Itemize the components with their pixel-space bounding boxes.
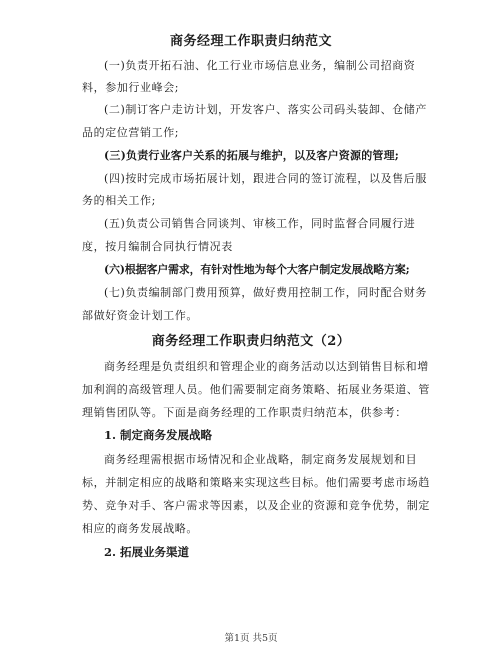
section-heading: 1. 制定商务发展战略 <box>104 428 213 442</box>
paragraph-line: 标，并制定相应的战略和策略来实现这些目标。他们需要考虑市场趋 <box>82 476 430 489</box>
section-heading: 2. 拓展业务渠道 <box>104 545 190 559</box>
paragraph-line: 理销售团队等。下面是商务经理的工作职责归纳范本，供参考： <box>82 406 407 419</box>
section-title: 商务经理工作职责归纳范文（2） <box>151 334 351 349</box>
paragraph-line: 商务经理需根据市场情况和企业战略，制定商务发展规划和目 <box>104 453 418 466</box>
paragraph-line: 部做好资金计划工作。 <box>82 309 198 322</box>
paragraph-line: 商务经理是负责组织和管理企业的商务活动以达到销售目标和增 <box>104 360 429 373</box>
paragraph-line-bold: (六)根据客户需求，有针对性地为每个大客户制定发展战略方案; <box>104 263 410 276</box>
paragraph-line: 务的相关工作; <box>82 194 156 207</box>
paragraph-line: (二)制订客户走访计划，开发客户、落实公司码头装卸、仓储产 <box>104 103 427 116</box>
paragraph-line: (四)按时完成市场拓展计划，跟进合同的签订流程，以及售后服 <box>104 172 427 185</box>
paragraph-line: (七)负责编制部门费用预算，做好费用控制工作，同时配合财务 <box>104 286 427 299</box>
paragraph-line: 相应的商务发展战略。 <box>82 522 198 535</box>
paragraph-line: 度，按月编制合同执行情况表 <box>82 240 233 253</box>
paragraph-line: 品的定位营销工作; <box>82 126 180 139</box>
paragraph-line: 料，参加行业峰会; <box>82 81 180 94</box>
paragraph-line: 势、竞争对手、客户需求等因素，以及企业的资源和竞争优势，制定 <box>82 499 430 512</box>
paragraph-line-bold: (三)负责行业客户关系的拓展与维护，以及客户资源的管理; <box>104 149 400 162</box>
paragraph-line: (一)负责开拓石油、化工行业市场信息业务，编制公司招商资 <box>104 59 416 72</box>
paragraph-line: (五)负责公司销售合同谈判、审核工作，同时监督合同履行进 <box>104 217 416 230</box>
document-title: 商务经理工作职责归纳范文 <box>169 34 332 49</box>
paragraph-line: 加利润的高级管理人员。他们需要制定商务策略、拓展业务渠道、管 <box>82 383 430 396</box>
page-footer: 第1页 共5页 <box>224 633 278 644</box>
